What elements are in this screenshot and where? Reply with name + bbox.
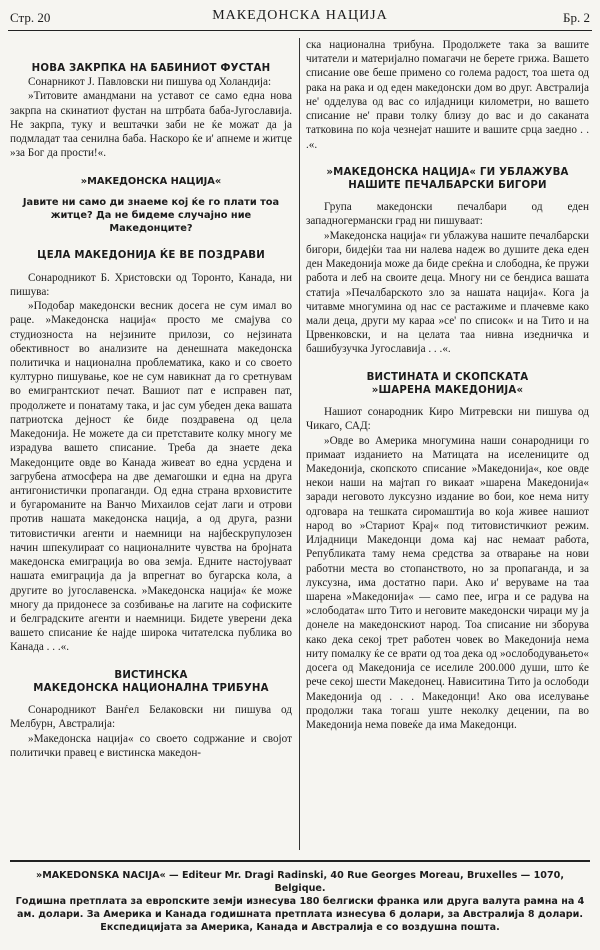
article-paragraph: »Подобар македонски весник досега не сум имал во раце. »Македонска нација« просто ме смајува со студиозноста на нејзините прилози, со нејзината обективност во анализите на денешната македонска политичка и национална проблематика, како и со своето културно пишување, кое не сум навикнат да го сретнувам во емигрантскиот печат. Вашиот пат е исправен пат, продолжете и понатаму така, и јас сум убеден дека вашата патриотска дејност ќе биде поздравена од цела Македонија. Не можете да си претставите колку многу ме израдува вашето списание. Треба да знаете дека Македонците овде во Канада живеат во една усрдена и загрубена атмосфера на две демагошки и една на друга антигонистички пропаганди. Од една страна врховистите и бугароманите на Ванчо Михаилов сејат лаги и отрови против нашата македонска нација, а од друга, разни титовистички агенти и наемници на најбескрупулозен начин шпекулираат со националните чувства на бројната македонска емиграција во ова земја. Едните настојуваат нашата емиграција да ја впрегнат во бугарска кола, а другите во југославенска. »Македонска нација« ќе може многу да придонесе за созбивање на лагите на софиските и белградските агенти и наемници. Бидете уверени дека вашето списание ќе најде широка читателска публика во Канада . . .«. xyxy=(10,300,292,654)
article-paragraph: »Титовите амандмани на уставот се само една нова закрпа на скинатиот фустан на штрбата баба-Југославија. Не закрпа, туку и вештачки заби не ќе можат да ја подмладат таа сенилна баба. Наскоро ќе и' апнеме и житце »за Бог да прости!«. xyxy=(10,90,292,160)
article-paragraph: Група македонски печалбари од еден западногермански град ни пишуваат: xyxy=(306,201,589,228)
article-title-ublazhuva-line2: НАШИТЕ ПЕЧАЛБАРСКИ БИГОРИ xyxy=(348,180,547,191)
subscription-info: Годишна претплата за европските земји изнесува 180 белгиски франка или друга валута рамна на 4 ам. долари. За Америка и Канада годишната претплата изнесува 6 долари, за Австралија 8 долари. Експедицијата за Америка, Канада и Австралија е со воздушна пошта. xyxy=(15,895,585,933)
right-column xyxy=(306,38,589,732)
masthead-title: МАКЕДОНСКА НАЦИЈА xyxy=(212,8,388,23)
page-header xyxy=(6,4,594,30)
column-divider xyxy=(299,38,300,850)
article-title-vistinata-line2: »ШАРЕНА МАКЕДОНИЈА« xyxy=(371,384,524,396)
article-paragraph: Сонарникот Ј. Павловски ни пишува од Холандија: xyxy=(28,76,272,89)
header-rule xyxy=(8,30,592,31)
article-title-nova-zakrpka: НОВА ЗАКРПКА НА БАБИНИОТ ФУСТАН xyxy=(31,63,271,74)
publisher-footer xyxy=(10,860,590,935)
page-number: Стр. 20 xyxy=(10,10,51,25)
article-title-vistinska-line1: ВИСТИНСКА xyxy=(114,669,188,681)
article-title-cela-makedonija: ЦЕЛА МАКЕДОНИЈА ЌЕ ВЕ ПОЗДРАВИ xyxy=(37,250,265,262)
article-paragraph: Сонародникот Ванѓел Белаковски ни пишува од Мелбурн, Австралија: xyxy=(10,704,292,731)
left-column xyxy=(10,38,292,760)
issue-number: Бр. 2 xyxy=(563,10,590,25)
article-paragraph: »Македонска нација« со своето содржание и својот политички правец е вистинска македон- xyxy=(10,732,292,759)
publisher-address: »MAKEDONSKA NACIJA« — Editeur Mr. Dragi Radinski, 40 Rue Georges Moreau, Bruxelles — 1070, Belgique. xyxy=(36,870,564,894)
article-paragraph: Нашиот сонародник Киро Митревски ни пишува од Чикаго, САД: xyxy=(306,406,589,433)
article-paragraph: »Овде во Америка многумина наши сонародници го примаат изданието на Матицата на иселениците од Македонија, скопското списание »Македонија«, кое овде некои наши на мајтап го викаат »шарена Македонија« заради неговото луксузно издание во бои, кое нема ниту одговара на тешката сиромаштија во која живее нашиот народ во »Стариот Крај« под титовистичкиот режим. Илјадници Македонци дома кај нас немаат работа, Републиката таму нема средства за отварање на нови работни места во стопанството, но за пропаганда, и за луксузна, има достатно пари. Ако и' веруваме на таа шарена »Македонија« — само пее, игра и се радува на »слободата« што Тито и неговите македонски чираци му ја донеле на македонскиот народ. Тоа списание ни зборува како дека секој трет работен човек во Македонија нема ниту помалку ќе се врати од тоа дека од »ослободувањето« досега од Македонија се иселиле 200.000 души, што ќе рече секој шести Македонец. Нависитина Тито ја ослободи Македонија од . . . Македонци! Ако ова иселување продолжи така тогаш уште неколку децении, па во Македонија нема повеќе да има Македонци. xyxy=(306,434,589,731)
article-paragraph: Сонародникот Б. Христовски од Торонто, Канада, ни пишува: xyxy=(10,271,292,298)
article-paragraph: »Македонска нација« ги ублажува нашите печалбарски бигори, бидејќи таа ни налева надеж во душите дека еден ден Македонија може да биде среќна и слободна, ќе пружи работа и леб на своите деца. Многу ни се бендиса вашата статија »Печалбарското зло за нашата нација«. Кога ја читавме многумина од нас се растажиме и плачевме како мали деца, други му караа »се' по список« и на Тито и на Црвенковски, и на целата таа нивна изедничка и башибузучка Југославија . . .«. xyxy=(306,229,589,356)
editorial-callout-text: Јавите ни само ди знаеме кој ќе го плати тоа житце? Да не бидеме случајно ние Македонците? xyxy=(22,196,280,235)
article-paragraph-continued: ска национална трибуна. Продолжете така за вашите читатели и материјално помагачи не берете грижа. Вашето списание ове беше примено со голема радост, тоа шета од рака на рака и од еден македонски дом во друг. Австралија не' одделува од вас со илјадници километри, но вашето списание не' прави толку близу до вас и до саканата татковина по која чезнејат нашите и вашите срца заедно . . .«. xyxy=(306,39,589,151)
editorial-callout-title: »МАКЕДОНСКА НАЦИЈА« xyxy=(80,175,222,187)
article-title-ublazhuva-line1: »МАКЕДОНСКА НАЦИЈА« ГИ УБЛАЖУВА xyxy=(326,166,569,178)
article-title-vistinata-line1: ВИСТИНАТА И СКОПСКАТА xyxy=(366,371,529,383)
article-title-vistinska-line2: МАКЕДОНСКА НАЦИОНАЛНА ТРИБУНА xyxy=(33,682,269,694)
